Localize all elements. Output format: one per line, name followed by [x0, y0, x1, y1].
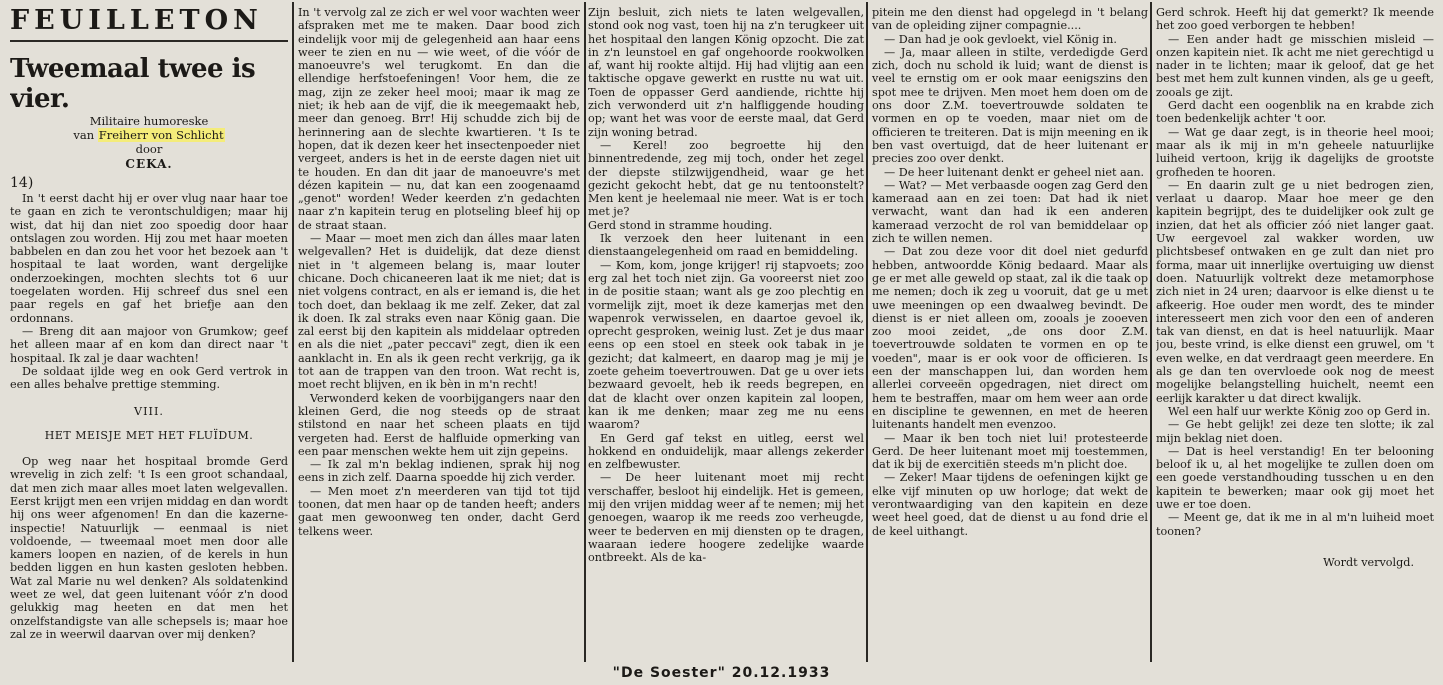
paragraph: — Kerel! zoo begroette hij den binnentredende, zeg mij toch, onder het zegel der diepste stilzwijgendheid, waar ge het gezicht gekocht hebt, dat ge nu tentoonstelt? Men kent je heelemaal nie meer. Wat is er toch met je? — [588, 138, 864, 219]
column-divider — [866, 2, 868, 662]
column-divider — [1150, 2, 1152, 662]
paragraph: In 't vervolg zal ze zich er wel voor wachten weer afspraken met me te maken. Daar bood zich eindelijk voor mij de gelegenheid aan haar eens weer te zien en nu — wie weet, of die vóór de manoeuvre's wel terugkomt. En dan die ellendige herfstoefeningen! Voor hem, die ze mag, zijn ze zeker heel mooi; maar ik mag ze niet; ik heb aan de vijf, die ik meegemaakt heb, meer dan genoeg. Brr! Hij schudde zich bij de herinnering aan de slechte kwartieren. 't Is te hopen, dat ik dezen keer het insectenpoeder niet vergeet, anders is het in de eerste dagen niet uit te houden. En dan dit jaar de manoeuvre's met dézen kapitein — nu, dat kan een zoogenaamd „genot" worden! Weder keerden z'n gedachten naar z'n kapitein terug en plotseling bleef hij op de straat staan. — [298, 6, 580, 232]
translator: CEKA. — [125, 157, 173, 171]
paragraph: — Dat is heel verstandig! En ter belooning beloof ik u, al het mogelijke te zullen doen om een goede verstandhouding tusschen u en den kapitein te bewerken; maar ook gij moet het uwe er toe doen. — [1156, 444, 1434, 511]
paragraph: Op weg naar het hospitaal bromde Gerd wrevelig in zich zelf: 't Is een groot schandaal, dat men zich maar alles moet laten welgevallen. Eerst krijgt men een vrijen middag en dan wordt hij ons weer afgenomen! En dan die kazerne-inspectie! Natuurlijk — eenmaal is niet voldoende, — tweemaal moet men door alle kamers loopen en nazien, of de kerels in hun bedden liggen en hun kasten gesloten hebben. Wat zal Marie nu wel denken? Als soldatenkind weet ze wel, dat geen luitenant vóór z'n dood gelukkig mag heeten en dat men het onzelfstandigste van alle schepsels is; maar hoe zal ze in weerwil daarvan over mij denken? — [10, 455, 288, 641]
source-caption: "De Soester" 20.12.1933 — [612, 665, 831, 681]
paragraph: — Zeker! Maar tijdens de oefeningen kijkt ge elke vijf minuten op uw horloge; dat wekt de verontwaardiging van den kapitein en deze weet heel goed, dat de dienst u au fond drie el de keel uithangt. — [872, 471, 1148, 538]
column-divider — [292, 2, 294, 662]
paragraph: — Ge hebt gelijk! zei deze ten slotte; ik zal mijn beklag niet doen. — [1156, 418, 1434, 445]
paragraph: Wel een half uur werkte König zoo op Gerd in. — [1168, 404, 1431, 418]
paragraph: En Gerd gaf tekst en uitleg, eerst wel hokkend en onduidelijk, maar allengs zekerder en zelfbewuster. — [588, 431, 864, 472]
paragraph: — Breng dit aan majoor von Grumkow; geef het alleen maar af en kom dan direct naar 't hospitaal. Ik zal je daar wachten! — [10, 324, 288, 365]
paragraph: Ik verzoek den heer luitenant in een dienstaangelegenheid om raad en bemiddeling. — [588, 232, 864, 259]
paragraph: — De heer luitenant denkt er geheel niet aan. — [884, 165, 1145, 179]
paragraph: pitein me den dienst had opgelegd in 't belang van de opleiding zijner compagnie.... — [872, 6, 1148, 33]
paragraph: — En daarin zult ge u niet bedrogen zien, verlaat u daarop. Maar hoe meer ge den kapitein begrijpt, des te duidelijker ook zult ge inzien, dat het als officier zóó niet langer gaat. Uw eergevoel zal wakker worden, uw plichtsbesef ontwaken en ge zult dan niet pro forma, maar uit innerlijke overtuiging uw dienst doen. Natuurlijk voltrekt deze metamorphose zich niet in 24 uren; daarvoor is elke dienst u te afkeerig. Hoe ouder men wordt, des te minder interesseert men zich voor den een of anderen tak van dienst, en dat is heel natuurlijk. Maar jou, beste vrind, is elke dienst een gruwel, om 't even welke, en dat verdraagt geen meerdere. En als ge dan ten overvloede ook nog de meest mogelijke belangstelling huichelt, neemt een eerlijk karakter u dat direct kwalijk. — [1156, 178, 1434, 405]
paragraph: — Men moet z'n meerderen van tijd tot tijd toonen, dat men haar op de tanden heeft; anders gaat men gewoonweg ten onder, dacht Gerd telkens weer. — [298, 484, 580, 538]
column-5 — [1156, 6, 1434, 657]
paragraph: — Wat? — Met verbaasde oogen zag Gerd den kameraad aan en zei toen: Dat had ik niet verwacht, want dan had ik een anderen kameraad verzocht de rol van bemiddelaar op zich te willen nemen. — [872, 178, 1148, 246]
paragraph: — Dat zou deze voor dit doel niet gedurfd hebben, antwoordde König bedaard. Maar als ge er met alle geweld op staat, zal ik die taak op me nemen; doch ik zeg u vooruit, dat ge u met uwe meeningen op een dwaalweg bevindt. De dienst is er niet alleen om, zooals je zooeven zoo mooi zeidet, „de ons door Z.M. toevertrouwde soldaten te vormen en op te voeden", maar is er ook voor de officieren. Is een der manschappen lui, dan worden hem allerlei corveeën opgedragen, niet direct om hem te bestraffen, maar om hem weer aan orde en discipline te gewennen, en met de heeren luitenants handelt men evenzoo. — [872, 245, 1148, 432]
paragraph: — Kom, kom, jonge krijger! rij stapvoets; zoo erg zal het toch niet zijn. Ga vooreerst niet zoo in de positie staan; want als ge zoo plechtig en vormelijk zijt, moet ik deze kamerjas met den wapenrok verwisselen, en daartoe gevoel ik, oprecht gesproken, weinig lust. Zet je dus maar eens op een stoel en steek ook tabak in je gezicht; dat kalmeert, en daarop mag je mij je zoete geheim toevertrouwen. Dat ge u over iets bezwaard gevoelt, heb ik reeds begrepen, en dat de klacht over onzen kapitein zal loopen, kan ik me denken; maar zeg me nu eens waarom? — [588, 258, 864, 432]
story-title: Tweemaal twee is vier. — [10, 54, 256, 114]
paragraph: Gerd dacht een oogenblik na en krabde zich toen bedenkelijk achter 't oor. — [1156, 99, 1434, 126]
paragraph: — Ik zal m'n beklag indienen, sprak hij nog eens in zich zelf. Daarna spoedde hij zich verder. — [298, 458, 580, 485]
author-prefix: van — [73, 128, 95, 142]
column-1 — [10, 6, 288, 657]
column-4 — [872, 6, 1148, 657]
story-subtitle: Militaire humoreske — [89, 114, 209, 128]
paragraph: — Wat ge daar zegt, is in theorie heel mooi; maar als ik mij in m'n geheele natuurlijke luiheid vertoon, krijg ik dagelijks de grootste grofheden te hooren. — [1156, 125, 1434, 179]
door-label: door — [135, 142, 163, 156]
paragraph: — Maar ik ben toch niet lui! protesteerde Gerd. De heer luitenant moet mij toestemmen, dat ik bij de exercitiën steeds m'n plicht doe. — [872, 431, 1148, 472]
paragraph: In 't eerst dacht hij er over vlug naar haar toe te gaan en zich te verontschuldigen; maar hij wist, dat hij dan niet zoo spoedig door haar ontslagen zou worden. Hij zou met haar moeten babbelen en dan zou het voor het bezoek aan 't hospitaal te laat worden, want dergelijke onderzoekingen, mochten slechts tot 6 uur toegelaten worden. Hij schreef dus snel een paar regels en gaf het briefje aan den ordonnans. — [10, 192, 288, 325]
section-number: VIII. — [134, 405, 164, 419]
paragraph: — Ja, maar alleen in stilte, verdedigde Gerd zich, doch nu schold ik luid; want de dienst is veel te ernstig om er ook maar eenigszins den spot mee te drijven. Men moet hem doen om de ons door Z.M. toevertrouwde soldaten te vormen en op te voeden, maar niet om de officieren te treiteren. Dat is mijn meening en ik ben vast overtuigd, dat de heer luitenant er precies zoo over denkt. — [872, 45, 1148, 166]
to-be-continued: Wordt vervolgd. — [1323, 555, 1414, 569]
paragraph: — Een ander hadt ge misschien misleid — onzen kapitein niet. Ik acht me niet gerechtigd u nader in te lichten; maar ik geloof, dat ge het best met hem zult kunnen vinden, als ge u geeft, zooals ge zijt. — [1156, 32, 1434, 99]
paragraph: De soldaat ijlde weg en ook Gerd vertrok in een alles behalve prettige stemming. — [10, 364, 288, 392]
paragraph: Zijn besluit, zich niets te laten welgevallen, stond ook nog vast, toen hij na z'n terugkeer uit het hospitaal den langen König opzocht. Die zat in z'n leunstoel en gaf ongehoorde rookwolken af, want hij rookte altijd. Hij had vlijtig aan een taktische opgave gewerkt en rustte nu wat uit. Toen de oppasser Gerd aandiende, richtte hij zich verwonderd uit z'n halfliggende houding op; want het was voor de eerste maal, dat Gerd zijn woning betrad. — [588, 6, 864, 139]
author-line — [10, 128, 288, 142]
section-heading: HET MEISJE MET HET FLUÏDUM. — [44, 428, 254, 442]
author-name: Freiherr von Schlicht — [98, 128, 224, 142]
paragraph: Gerd schrok. Heeft hij dat gemerkt? Ik meende het zoo goed verborgen te hebben! — [1156, 6, 1434, 33]
column-1-text-b — [10, 455, 288, 641]
column-divider — [584, 2, 586, 662]
column-2 — [298, 6, 580, 657]
paragraph: — Meent ge, dat ik me in al m'n luiheid moet toonen? — [1156, 511, 1434, 538]
column-1-text-a — [10, 192, 288, 391]
paragraph: — Maar — moet men zich dan álles maar laten welgevallen? Het is duidelijk, dat deze dienst niet in 't algemeen belang is, maar louter chicane. Doch chicaneeren laat ik me niet; dat is niet volgens contract, en als er iemand is, die het toch doet, dan beklaag ik me zelf. Zeker, dat zal ik doen. Ik zal straks even naar König gaan. Die zal eerst bij den kapitein als middelaar optreden en als die niet „pater peccavi" zegt, dien ik een aanklacht in. En als ik geen recht verkrijg, ga ik tot aan de trappen van den troon. Wat recht is, moet recht blijven, en ik bèn in m'n recht! — [298, 232, 580, 392]
paragraph: — Dan had je ook gevloekt, viel König in. — [884, 32, 1117, 46]
episode-number: 14) — [10, 175, 34, 191]
paragraph: — De heer luitenant moet mij recht verschaffer, besloot hij eindelijk. Het is gemeen, mij den vrijen middag weer af te nemen; mij het genoegen, waarop ik me reeds zoo verheugde, weer te bederven en mij diensten op te dragen, waaraan iedere hoogere zedelijke waarde ontbreekt. Als de ka- — [588, 471, 864, 565]
paragraph: Verwonderd keken de voorbijgangers naar den kleinen Gerd, die nog steeds op de straat stilstond en naar het scheen plaats en tijd vergeten had. Eerst de halfluide opmerking van een paar menschen wekte hem uit zijn gepeins. — [298, 391, 580, 458]
masthead: FEUILLETON — [10, 6, 288, 42]
column-3 — [588, 6, 864, 657]
paragraph: Gerd stond in stramme houding. — [588, 218, 773, 232]
